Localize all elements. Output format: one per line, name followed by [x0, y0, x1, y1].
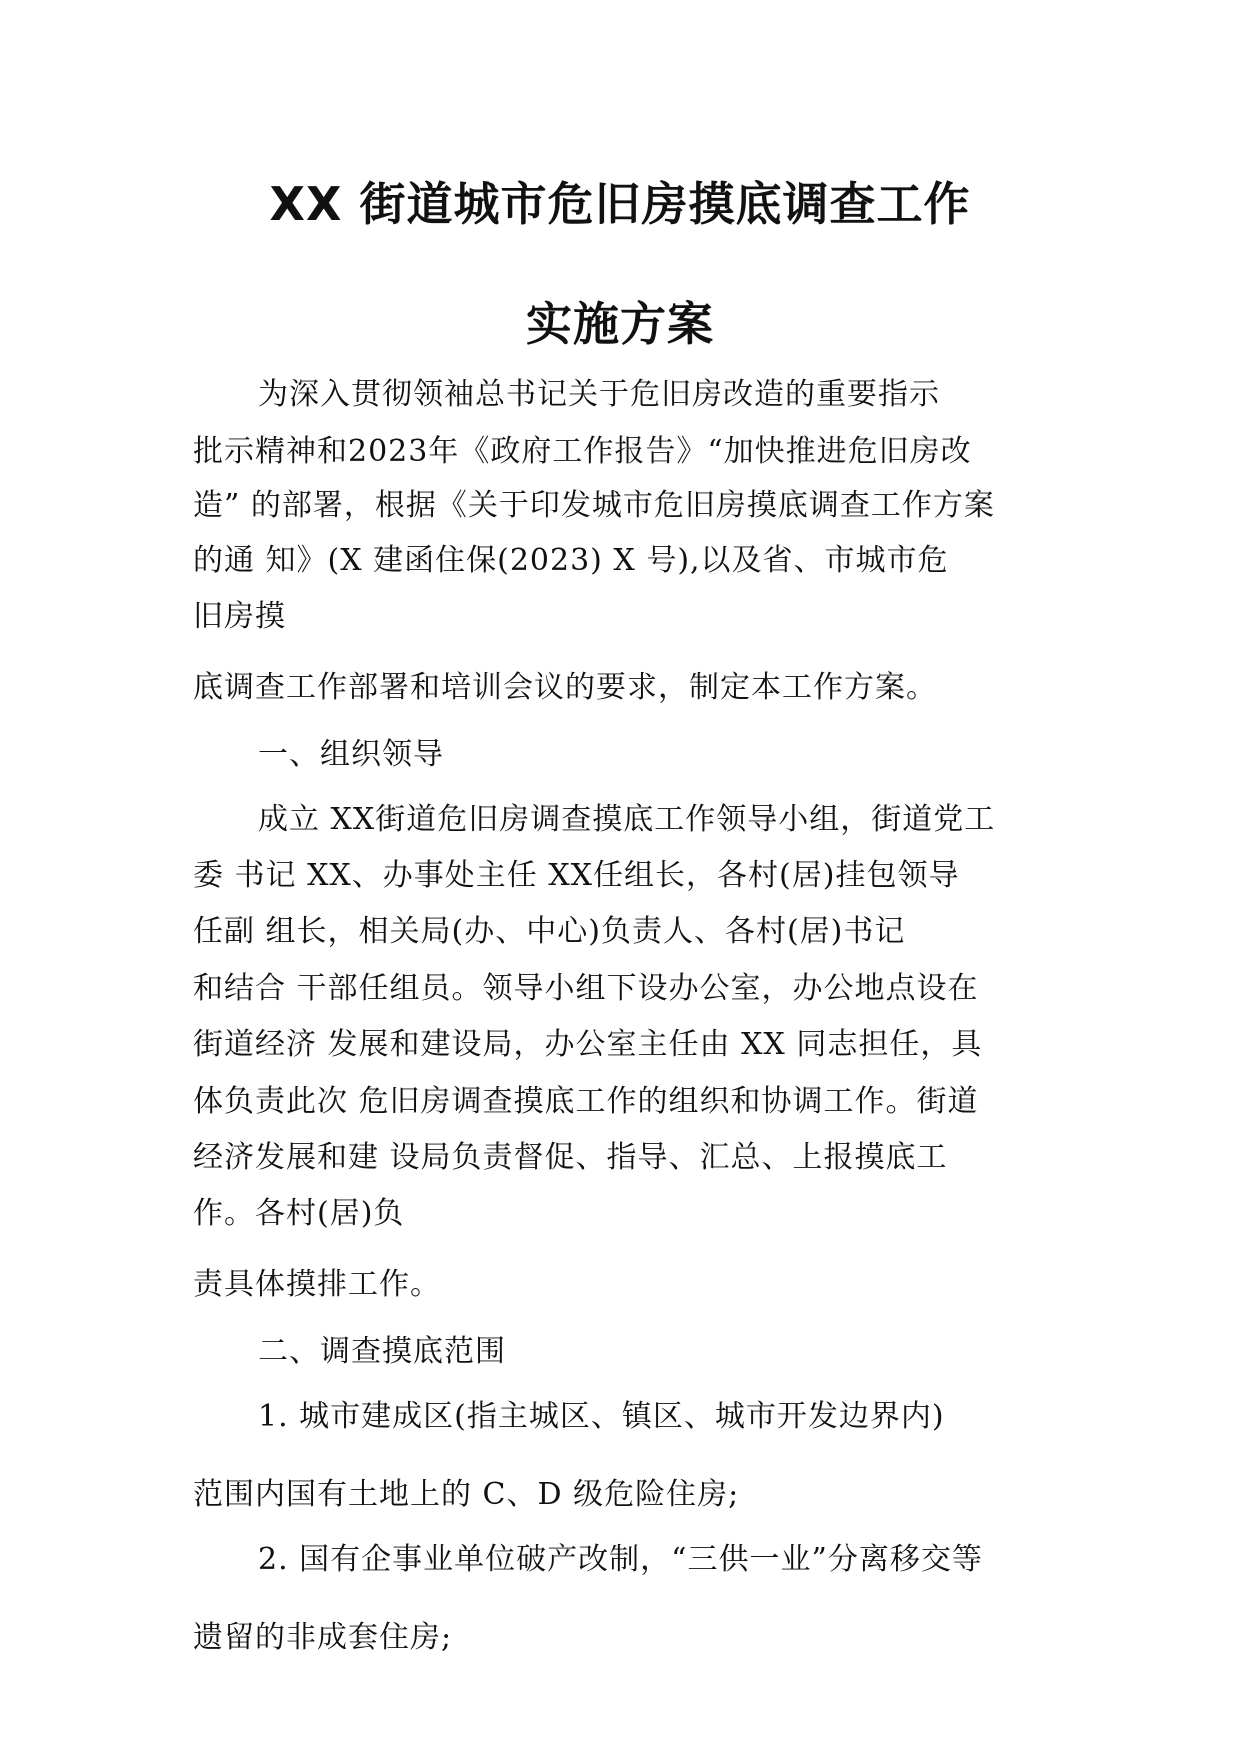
paragraph-line: 成立 XX街道危旧房调查摸底工作领导小组，街道党工: [258, 802, 996, 837]
paragraph-line: 和结合 干部任组员。领导小组下设办公室，办公地点设在: [193, 971, 979, 1006]
paragraph-line: 遗留的非成套住房;: [193, 1620, 453, 1655]
paragraph-line: 任副 组长，相关局(办、中心)负责人、各村(居)书记: [193, 914, 906, 949]
list-item: 1. 城市建成区(指主城区、镇区、城市开发边界内): [258, 1399, 945, 1434]
document-title-line-2: 实施方案: [526, 297, 714, 351]
paragraph-line: 底调查工作部署和培训会议的要求，制定本工作方案。: [193, 670, 937, 705]
paragraph-line: 范围内国有土地上的 C、D 级危险住房;: [193, 1477, 740, 1512]
document-title-line-1: XX 街道城市危旧房摸底调查工作: [269, 177, 971, 231]
paragraph-line: 旧房摸: [193, 599, 286, 634]
paragraph-line: 委 书记 XX、办事处主任 XX任组长，各村(居)挂包领导: [193, 858, 960, 893]
paragraph-line: 为深入贯彻领袖总书记关于危旧房改造的重要指示: [258, 377, 940, 412]
list-item: 2. 国有企事业单位破产改制，“三供一业”分离移交等: [258, 1542, 983, 1577]
paragraph-line: 作。各村(居)负: [193, 1196, 405, 1231]
paragraph-line: 造” 的部署，根据《关于印发城市危旧房摸底调查工作方案: [193, 488, 995, 523]
paragraph-line: 责具体摸排工作。: [193, 1267, 441, 1302]
paragraph-line: 体负责此次 危旧房调查摸底工作的组织和协调工作。街道: [193, 1084, 979, 1119]
section-heading: 一、组织领导: [258, 737, 444, 772]
paragraph-line: 批示精神和2023年《政府工作报告》“加快推进危旧房改: [193, 434, 972, 469]
paragraph-line: 经济发展和建 设局负责督促、指导、汇总、上报摸底工: [193, 1140, 948, 1175]
section-heading: 二、调查摸底范围: [258, 1334, 506, 1369]
paragraph-line: 街道经济 发展和建设局，办公室主任由 XX 同志担任，具: [193, 1027, 983, 1062]
paragraph-line: 的通 知》(X 建函住保(2023) X 号),以及省、市城市危: [193, 543, 949, 578]
